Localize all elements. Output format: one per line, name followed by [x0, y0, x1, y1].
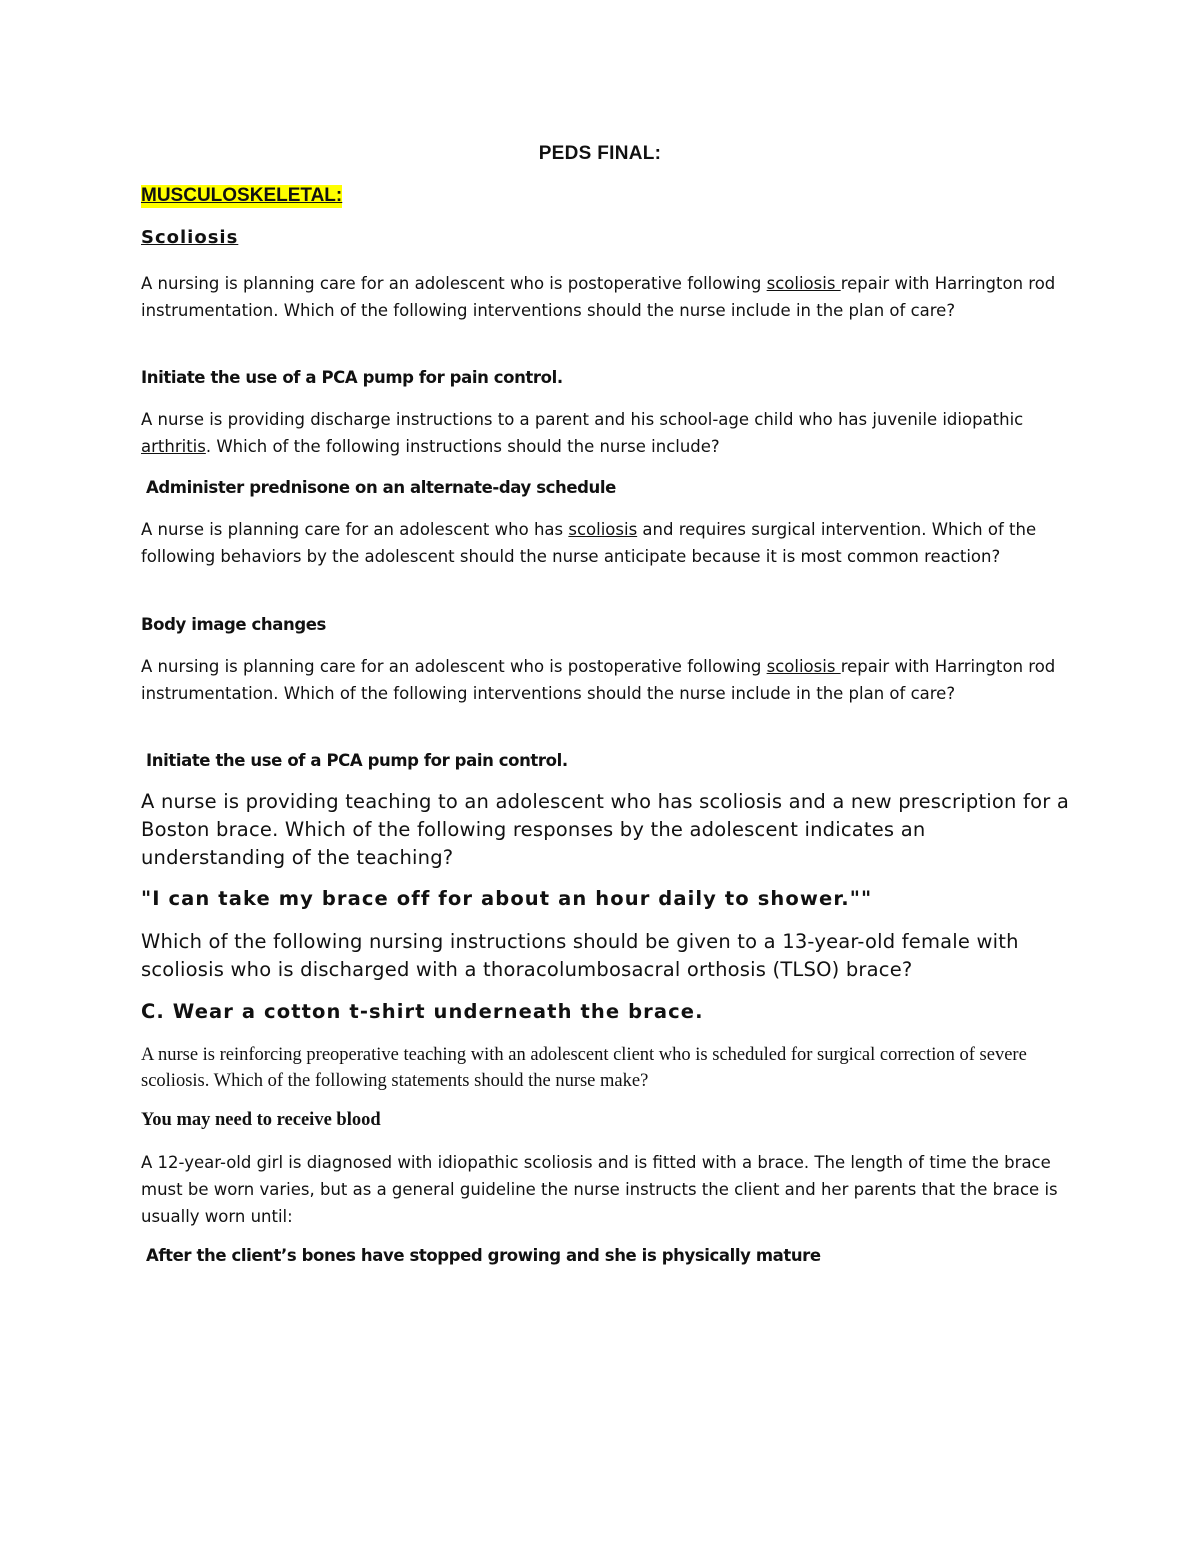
- answer-3: Body image changes: [141, 615, 326, 634]
- question-3-text-start: A nurse is planning care for an adolescent who has: [141, 520, 569, 539]
- section-heading-highlight: MUSCULOSKELETAL:: [141, 185, 343, 206]
- answer-4: Initiate the use of a PCA pump for pain control.: [146, 751, 568, 770]
- question-3: [141, 516, 1061, 570]
- question-4-text-end: repair with Harrington rod instrumentation. Which of the following interventions should the nurse include in the plan of care?: [141, 657, 1056, 703]
- page-title: PEDS FINAL:: [538, 143, 662, 164]
- question-8: A 12-year-old girl is diagnosed with idiopathic scoliosis and is fitted with a brace. The length of time the brace must be worn varies, but as a general guideline the nurse instructs the client and her parents that the brace is usually worn until:: [141, 1153, 1058, 1226]
- question-6: Which of the following nursing instructions should be given to a 13-year-old female with scoliosis who is discharged with a thoracolumbosacral orthosis (TLSO) brace?: [141, 930, 1019, 981]
- question-7: A nurse is reinforcing preoperative teaching with an adolescent client who is scheduled for surgical correction of severe scoliosis. Which of the following statements should the nurse make?: [141, 1045, 1027, 1091]
- question-1-text-start: A nursing is planning care for an adolescent who is postoperative following: [141, 274, 767, 293]
- question-1: [141, 270, 1061, 324]
- subsection-heading: Scoliosis: [141, 227, 239, 248]
- answer-8: After the client’s bones have stopped growing and she is physically mature: [146, 1246, 821, 1265]
- question-2-text-start: A nurse is providing discharge instructions to a parent and his school-age child who has juvenile idiopathic: [141, 410, 1024, 429]
- question-3-text-end: and requires surgical intervention. Which of the following behaviors by the adolescent should the nurse anticipate because it is most common reaction?: [141, 520, 1037, 566]
- question-1-term: scoliosis: [766, 274, 841, 293]
- question-2: [141, 406, 1061, 460]
- answer-1: Initiate the use of a PCA pump for pain control.: [141, 368, 563, 387]
- section-heading: [141, 185, 342, 207]
- answer-6: C. Wear a cotton t-shirt underneath the brace.: [141, 1000, 704, 1023]
- question-1-text-end: repair with Harrington rod instrumentation. Which of the following interventions should the nurse include in the plan of care?: [141, 274, 1056, 320]
- question-2-term: arthritis: [141, 437, 206, 456]
- answer-2: Administer prednisone on an alternate-day schedule: [146, 478, 616, 497]
- question-2-text-end: . Which of the following instructions should the nurse include?: [205, 437, 720, 456]
- question-5: A nurse is providing teaching to an adolescent who has scoliosis and a new prescription for a Boston brace. Which of the following responses by the adolescent indicates an understanding of the teaching?: [141, 790, 1069, 869]
- question-4-text-start: A nursing is planning care for an adolescent who is postoperative following: [141, 657, 767, 676]
- answer-5: "I can take my brace off for about an hour daily to shower."": [141, 887, 873, 910]
- question-3-term: scoliosis: [568, 520, 638, 539]
- question-4: [141, 653, 1061, 707]
- answer-7: You may need to receive blood: [141, 1110, 381, 1130]
- question-4-term: scoliosis: [766, 657, 841, 676]
